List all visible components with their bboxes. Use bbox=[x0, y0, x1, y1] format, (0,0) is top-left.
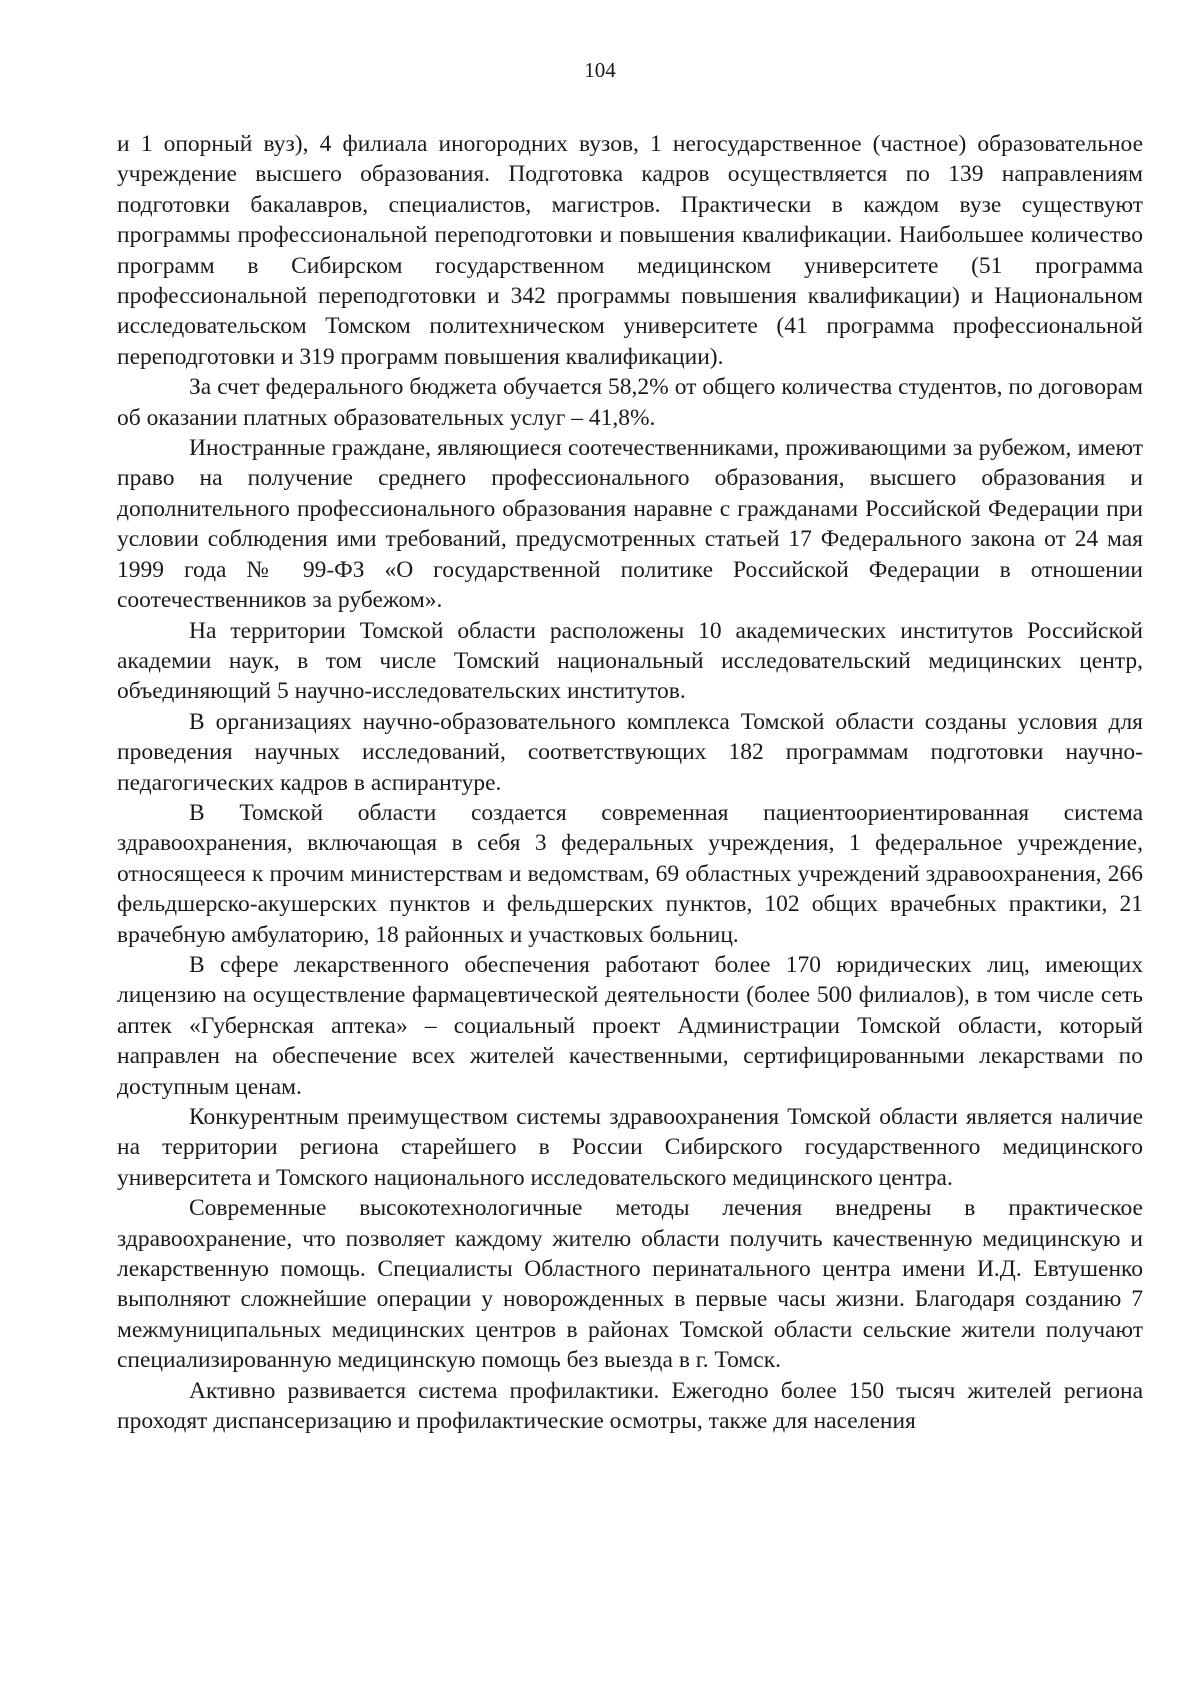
paragraph-5: В организациях научно-образовательного комплекса Томской области созданы условия для проведения научных исследований, соответствующих 182 программам подготовки научно-педагогических кадров в аспирантуре. bbox=[117, 708, 1143, 796]
paragraph-6: В Томской области создается современная пациентоориентированная система здравоохранения, включающая в себя 3 федеральных учреждения, 1 федеральное учреждение, относящееся к прочим министерствам и ведомствам, 69 областных учреждений здравоохранения, 266 фельдшерско-акушерских пунктов и фельдшерских пунктов, 102 общих врачебных практики, 21 врачебную амбулаторию, 18 районных и участковых больниц. bbox=[117, 799, 1143, 948]
body-text bbox=[117, 129, 1143, 1436]
page-number: 104 bbox=[584, 58, 616, 82]
paragraph-4: На территории Томской области расположены 10 академических институтов Российской академии наук, в том числе Томский национальный исследовательский медицинских центр, объединяющий 5 научно-исследовательских институтов. bbox=[117, 617, 1143, 705]
paragraph-8: Конкурентным преимуществом системы здравоохранения Томской области является наличие на территории региона старейшего в России Сибирского государственного медицинского университета и Томского национального исследовательского медицинского центра. bbox=[117, 1104, 1143, 1191]
paragraph-3: Иностранные граждане, являющиеся соотечественниками, проживающими за рубежом, имеют право на получение среднего профессионального образования, высшего образования и дополнительного профессионального образования наравне с гражданами Российской Федерации при условии соблюдения ими требований, предусмотренных статьей 17 Федерального закона от 24 мая 1999 года № 99-ФЗ «О государственной политике Российской Федерации в отношении соотечественников за рубежом». bbox=[117, 435, 1143, 614]
paragraph-10: Активно развивается система профилактики. Ежегодно более 150 тысяч жителей региона проходят диспансеризацию и профилактические осмотры, также для населения bbox=[117, 1377, 1143, 1435]
paragraph-9: Современные высокотехнологичные методы лечения внедрены в практическое здравоохранение, что позволяет каждому жителю области получить качественную медицинскую и лекарственную помощь. Специалисты Областного перинатального центра имени И.Д. Евтушенко выполняют сложнейшие операции у новорожденных в первые часы жизни. Благодаря созданию 7 межмуниципальных медицинских центров в районах Томской области сельские жители получают специализированную медицинскую помощь без выезда в г. Томск. bbox=[117, 1195, 1143, 1374]
paragraph-2: За счет федерального бюджета обучается 58,2% от общего количества студентов, по договорам об оказании платных образовательных услуг – 41,8%. bbox=[117, 374, 1143, 431]
paragraph-1: и 1 опорный вуз), 4 филиала иногородних вузов, 1 негосударственное (частное) образовательное учреждение высшего образования. Подготовка кадров осуществляется по 139 направлениям подготовки бакалавров, специалистов, магистров. Практически в каждом вузе существуют программы профессиональной переподготовки и повышения квалификации. Наибольшее количество программ в Сибирском государственном медицинском университете (51 программа профессиональной переподготовки и 342 программы повышения квалификации) и Национальном исследовательском Томском политехническом университете (41 программа профессиональной переподготовки и 319 программ повышения квалификации). bbox=[117, 131, 1143, 370]
paragraph-7: В сфере лекарственного обеспечения работают более 170 юридических лиц, имеющих лицензию на осуществление фармацевтической деятельности (более 500 филиалов), в том числе сеть аптек «Губернская аптека» – социальный проект Администрации Томской области, который направлен на обеспечение всех жителей качественными, сертифицированными лекарствами по доступным ценам. bbox=[117, 951, 1143, 1100]
